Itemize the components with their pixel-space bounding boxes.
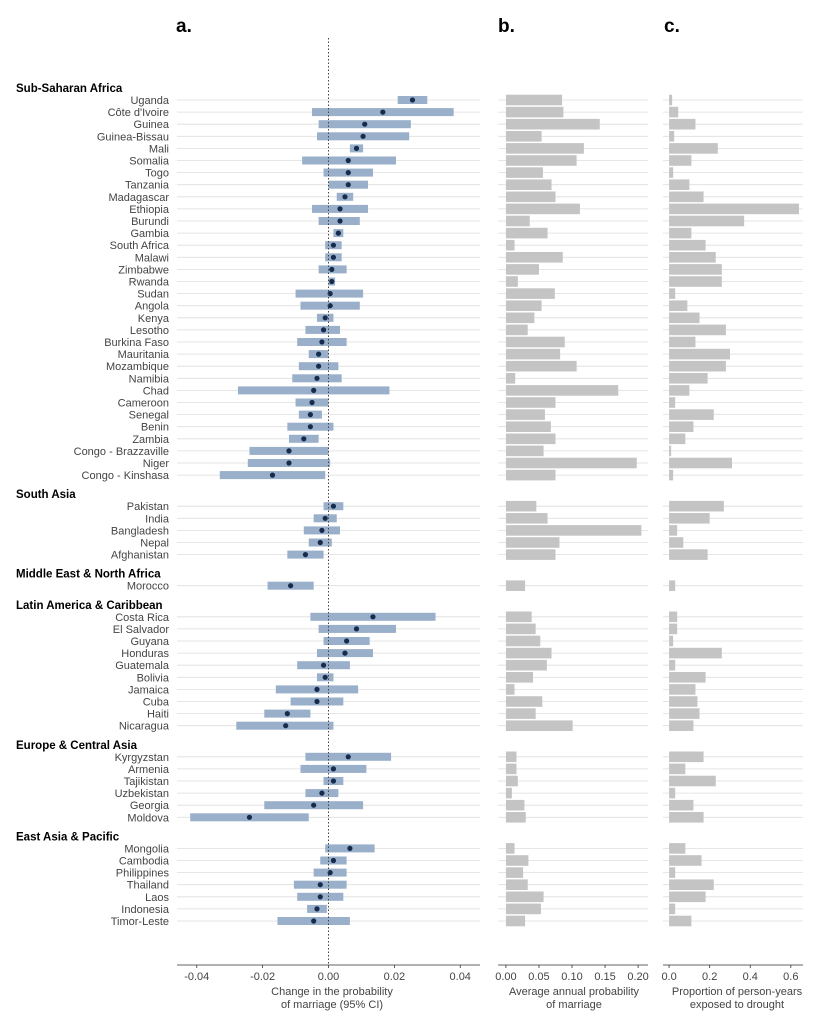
country-label: Ethiopia: [129, 203, 169, 216]
country-label: Honduras: [121, 648, 169, 661]
panel-c-tag: c.: [664, 16, 680, 37]
marriage-prob-bar: [506, 660, 547, 671]
marriage-prob-bar: [506, 525, 641, 536]
country-label: Tanzania: [124, 179, 169, 192]
country-label: Malawi: [134, 252, 169, 265]
country-label: Lesotho: [129, 324, 169, 337]
region-label: Europe & Central Asia: [16, 739, 137, 752]
country-label: Thailand: [126, 879, 169, 892]
marriage-prob-bar: [506, 167, 543, 178]
estimate-point: [318, 882, 323, 887]
drought-exposure-bar: [669, 776, 716, 787]
estimate-point: [321, 663, 326, 668]
marriage-prob-bar: [506, 325, 528, 336]
estimate-point: [308, 412, 313, 417]
marriage-prob-bar: [506, 313, 534, 324]
estimate-point: [318, 894, 323, 899]
drought-exposure-bar: [669, 361, 726, 372]
marriage-prob-bar: [506, 373, 515, 384]
country-label: Somalia: [129, 155, 169, 168]
drought-exposure-bar: [669, 300, 687, 311]
marriage-prob-bar: [506, 764, 517, 775]
drought-exposure-bar: [669, 349, 730, 360]
country-label: Armenia: [128, 763, 169, 776]
axes: [177, 965, 803, 983]
country-label: Namibia: [128, 373, 169, 386]
marriage-prob-bar: [506, 107, 563, 118]
marriage-prob-bar: [506, 612, 532, 623]
panel-c-xlabel-line1: Proportion of person-years: [671, 986, 803, 998]
country-label: Mali: [148, 143, 169, 156]
region-label: South Asia: [16, 489, 76, 502]
drought-exposure-bar: [669, 385, 689, 396]
drought-exposure-bar: [669, 752, 703, 763]
estimate-point: [336, 231, 341, 236]
country-label: Guinea-Bissau: [96, 131, 169, 144]
panel-c-tick-label: 0.2: [702, 971, 718, 983]
drought-exposure-bar: [669, 855, 701, 866]
panel-c-tick-label: 0.0: [661, 971, 677, 983]
estimate-point: [354, 146, 359, 151]
drought-exposure-bar: [669, 537, 683, 548]
marriage-prob-bar: [506, 288, 555, 299]
drought-exposure-bar: [669, 216, 744, 227]
drought-exposure-bar: [669, 812, 703, 823]
estimate-point: [314, 687, 319, 692]
panel-a-xlabel-line1: Change in the probability: [271, 986, 393, 998]
estimate-point: [316, 352, 321, 357]
country-label: Sudan: [137, 288, 169, 301]
drought-exposure-bar: [669, 337, 695, 348]
country-label: Haiti: [146, 708, 169, 721]
estimate-point: [329, 279, 334, 284]
country-label: Philippines: [115, 867, 169, 880]
marriage-prob-bar: [506, 636, 540, 647]
marriage-prob-bar: [506, 549, 556, 560]
country-label: Nepal: [140, 537, 169, 550]
marriage-prob-bar: [506, 843, 515, 854]
estimate-point: [323, 315, 328, 320]
region-label: Sub-Saharan Africa: [16, 83, 123, 95]
drought-exposure-bar: [669, 867, 675, 878]
panel-c-tick-label: 0.4: [742, 971, 758, 983]
drought-exposure-bar: [669, 288, 675, 299]
country-label: Bolivia: [136, 672, 169, 685]
drought-exposure-bar: [669, 179, 689, 190]
country-label: Senegal: [128, 409, 169, 422]
marriage-prob-bar: [506, 349, 560, 360]
estimate-point: [328, 870, 333, 875]
estimate-point: [283, 723, 288, 728]
country-label: Guinea: [133, 119, 169, 132]
estimate-point: [314, 699, 319, 704]
marriage-prob-bar: [506, 446, 544, 457]
country-label: Côte d'Ivoire: [107, 107, 169, 120]
drought-exposure-bar: [669, 501, 724, 512]
country-label: Guyana: [130, 636, 169, 648]
country-label: Jamaica: [128, 684, 169, 697]
marriage-prob-bar: [506, 708, 536, 719]
marriage-prob-bar: [506, 361, 577, 372]
panel-a-tick-label: 0.00: [317, 971, 340, 983]
drought-exposure-bar: [669, 513, 710, 524]
marriage-prob-bar: [506, 385, 618, 396]
estimate-point: [342, 194, 347, 199]
estimate-point: [329, 267, 334, 272]
estimate-point: [319, 791, 324, 796]
marriage-prob-bar: [506, 720, 573, 731]
marriage-prob-bar: [506, 892, 544, 903]
country-label: Pakistan: [126, 501, 169, 514]
country-label: Cameroon: [117, 397, 169, 410]
estimate-point: [337, 206, 342, 211]
marriage-prob-bar: [506, 904, 541, 915]
drought-exposure-bar: [669, 252, 716, 263]
panel-b-tick-label: 0.05: [528, 971, 550, 983]
marriage-prob-bar: [506, 867, 523, 878]
marriage-prob-bar: [506, 179, 552, 190]
marriage-prob-bar: [506, 252, 563, 263]
marriage-prob-bar: [506, 421, 551, 432]
marriage-prob-bar: [506, 855, 528, 866]
marriage-prob-bar: [506, 580, 525, 591]
estimate-point: [314, 376, 319, 381]
estimate-point: [410, 97, 415, 102]
country-label: Benin: [140, 421, 169, 434]
estimate-point: [331, 255, 336, 260]
marriage-prob-bar: [506, 434, 556, 445]
estimate-point: [331, 778, 336, 783]
drought-exposure-bar: [669, 373, 708, 384]
marriage-prob-bar: [506, 228, 548, 239]
country-label: Togo: [145, 167, 169, 180]
marriage-prob-bar: [506, 155, 577, 166]
country-label: Madagascar: [108, 191, 169, 204]
drought-exposure-bar: [669, 843, 685, 854]
marriage-prob-bar: [506, 776, 518, 787]
estimate-point: [346, 182, 351, 187]
marriage-prob-bar: [506, 131, 542, 142]
drought-exposure-bar: [669, 624, 677, 635]
estimate-point: [346, 158, 351, 163]
drought-exposure-bar: [669, 708, 699, 719]
country-label: Cambodia: [118, 855, 169, 868]
marriage-prob-bar: [506, 800, 525, 811]
region-label: Middle East & North Africa: [16, 568, 161, 581]
marriage-prob-bar: [506, 264, 539, 275]
drought-exposure-bar: [669, 446, 671, 457]
panel-c-xlabel-line2: exposed to drought: [689, 999, 785, 1011]
drought-exposure-bar: [669, 549, 708, 560]
marriage-prob-bar: [506, 192, 556, 203]
drought-exposure-bar: [669, 143, 718, 154]
estimate-point: [285, 711, 290, 716]
panel-b-tag: b.: [498, 16, 515, 37]
drought-exposure-bar: [669, 240, 706, 251]
drought-exposure-bar: [669, 313, 699, 324]
marriage-prob-bar: [506, 788, 512, 799]
country-label: Chad: [142, 385, 169, 398]
country-label: El Salvador: [112, 623, 169, 636]
country-label: Angola: [134, 300, 169, 313]
drought-exposure-bar: [669, 879, 714, 890]
country-label: Mozambique: [106, 361, 169, 374]
estimate-point: [303, 552, 308, 557]
estimate-point: [362, 122, 367, 127]
marriage-prob-bar: [506, 204, 580, 215]
drought-exposure-bar: [669, 397, 675, 408]
drought-exposure-bar: [669, 264, 722, 275]
drought-exposure-bar: [669, 119, 695, 130]
estimate-point: [319, 528, 324, 533]
estimate-point: [360, 134, 365, 139]
drought-exposure-bar: [669, 672, 706, 683]
marriage-prob-bar: [506, 684, 515, 695]
estimate-point: [331, 858, 336, 863]
country-label: Congo - Brazzaville: [73, 445, 169, 458]
country-label: Indonesia: [121, 903, 169, 916]
country-label: Costa Rica: [115, 611, 169, 624]
marriage-prob-bar: [506, 337, 565, 348]
drought-exposure-bar: [669, 228, 691, 239]
panel-c-tick-label: 0.6: [783, 971, 799, 983]
marriage-prob-bar: [506, 696, 542, 707]
marriage-prob-bar: [506, 879, 528, 890]
panel-a-tag: a.: [176, 16, 192, 37]
estimate-point: [331, 504, 336, 509]
estimate-point: [316, 364, 321, 369]
drought-exposure-bar: [669, 525, 677, 536]
estimate-point: [319, 339, 324, 344]
drought-exposure-bar: [669, 204, 799, 215]
drought-exposure-bar: [669, 434, 685, 445]
drought-exposure-bar: [669, 470, 673, 481]
region-label: Latin America & Caribbean: [16, 599, 163, 612]
drought-exposure-bar: [669, 192, 703, 203]
drought-exposure-bar: [669, 764, 685, 775]
panel-a-tick-label: 0.04: [449, 971, 471, 983]
estimate-point: [270, 473, 275, 478]
estimate-point: [323, 516, 328, 521]
country-label: Uganda: [130, 95, 169, 107]
drought-exposure-bar: [669, 95, 672, 106]
marriage-prob-bar: [506, 752, 517, 763]
country-label: Timor-Leste: [110, 916, 169, 928]
country-label: Bangladesh: [110, 525, 169, 538]
estimate-point: [337, 218, 342, 223]
country-label: Moldova: [127, 812, 169, 825]
estimate-point: [342, 651, 347, 656]
estimate-point: [331, 766, 336, 771]
marriage-prob-bar: [506, 812, 526, 823]
panel-a-forest-plot: [190, 38, 453, 964]
panel-a-xlabel-line2: of marriage (95% CI): [280, 999, 384, 1011]
drought-exposure-bar: [669, 131, 674, 142]
estimate-point: [308, 424, 313, 429]
drought-exposure-bar: [669, 648, 722, 659]
drought-exposure-bar: [669, 612, 677, 623]
drought-exposure-bar: [669, 458, 732, 469]
estimate-point: [354, 626, 359, 631]
panel-a-tick-label: -0.04: [184, 971, 210, 983]
marriage-prob-bar: [506, 276, 518, 287]
marriage-prob-bar: [506, 119, 600, 130]
country-label: Zimbabwe: [118, 264, 169, 277]
marriage-prob-bar: [506, 216, 530, 227]
country-label: Congo - Kinshasa: [81, 470, 169, 483]
estimate-point: [321, 327, 326, 332]
marriage-prob-bar: [506, 672, 533, 683]
drought-exposure-bar: [669, 892, 706, 903]
drought-exposure-bar: [669, 696, 697, 707]
country-label: Afghanistan: [110, 549, 169, 562]
estimate-point: [286, 448, 291, 453]
panel-a-tick-label: -0.02: [250, 971, 276, 983]
country-label: Kyrgyzstan: [114, 751, 169, 764]
marriage-prob-bar: [506, 458, 637, 469]
marriage-prob-bar: [506, 300, 542, 311]
marriage-prob-bar: [506, 513, 548, 524]
country-label: Burkina Faso: [104, 337, 169, 349]
estimate-point: [344, 638, 349, 643]
drought-exposure-bar: [669, 421, 693, 432]
estimate-point: [347, 846, 352, 851]
estimate-point: [346, 170, 351, 175]
country-label: Mongolia: [124, 843, 169, 856]
country-label: Tajikistan: [123, 776, 169, 788]
panel-b-xlabel-line2: of marriage: [546, 999, 602, 1011]
country-label: Nicaragua: [118, 720, 169, 733]
panel-b-tick-label: 0.00: [495, 971, 517, 983]
drought-exposure-bar: [669, 904, 675, 915]
estimate-point: [301, 436, 306, 441]
estimate-point: [288, 583, 293, 588]
marriage-prob-bar: [506, 624, 536, 635]
country-label: Laos: [145, 891, 169, 904]
estimate-point: [314, 906, 319, 911]
country-label: Georgia: [129, 800, 169, 813]
marriage-prob-bar: [506, 95, 562, 106]
marriage-prob-bar: [506, 648, 552, 659]
country-label: Rwanda: [128, 276, 169, 289]
panel-b-xlabel-line1: Average annual probability: [508, 986, 640, 998]
marriage-prob-bar: [506, 501, 536, 512]
estimate-point: [380, 110, 385, 115]
region-label: East Asia & Pacific: [16, 831, 120, 844]
country-label: Niger: [142, 458, 169, 470]
marriage-prob-bar: [506, 409, 545, 420]
country-label: Uzbekistan: [114, 788, 169, 801]
marriage-prob-bar: [506, 240, 515, 251]
drought-exposure-bar: [669, 720, 693, 731]
drought-exposure-bar: [669, 660, 675, 671]
estimate-point: [323, 675, 328, 680]
estimate-point: [331, 243, 336, 248]
drought-exposure-bar: [669, 409, 714, 420]
estimate-point: [311, 388, 316, 393]
country-label: Morocco: [126, 580, 169, 593]
country-label: Gambia: [130, 228, 169, 241]
country-label: India: [145, 513, 169, 526]
drought-exposure-bar: [669, 107, 678, 118]
drought-exposure-bar: [669, 916, 691, 927]
panel-b-bar-chart: [506, 95, 641, 927]
panel-b-tick-label: 0.10: [561, 971, 583, 983]
country-label: Guatemala: [115, 660, 169, 673]
marriage-prob-bar: [506, 143, 584, 154]
estimate-point: [370, 614, 375, 619]
country-label: Burundi: [131, 216, 169, 228]
drought-exposure-bar: [669, 276, 722, 287]
panel-a-tick-label: 0.02: [383, 971, 406, 983]
drought-exposure-bar: [669, 788, 675, 799]
marriage-prob-bar: [506, 916, 525, 927]
marriage-prob-bar: [506, 537, 560, 548]
estimate-point: [318, 540, 323, 545]
drought-exposure-bar: [669, 167, 673, 178]
country-label: Kenya: [137, 312, 169, 325]
country-label: Zambia: [132, 433, 169, 446]
panel-c-bar-chart: [669, 95, 799, 927]
panel-b-tick-label: 0.20: [627, 971, 649, 983]
country-label: Cuba: [142, 696, 169, 709]
estimate-point: [346, 754, 351, 759]
panel-b-tick-label: 0.15: [594, 971, 616, 983]
country-label: Mauritania: [117, 349, 169, 362]
estimate-point: [309, 400, 314, 405]
estimate-point: [311, 803, 316, 808]
drought-exposure-bar: [669, 684, 695, 695]
drought-exposure-bar: [669, 155, 691, 166]
marriage-prob-bar: [506, 397, 556, 408]
drought-exposure-bar: [669, 636, 673, 647]
estimate-point: [286, 460, 291, 465]
drought-exposure-bar: [669, 325, 726, 336]
drought-exposure-bar: [669, 800, 693, 811]
marriage-prob-bar: [506, 470, 556, 481]
country-label: South Africa: [109, 240, 169, 253]
estimate-point: [311, 918, 316, 923]
row-labels: [16, 83, 170, 928]
estimate-point: [247, 815, 252, 820]
drought-exposure-bar: [669, 580, 675, 591]
